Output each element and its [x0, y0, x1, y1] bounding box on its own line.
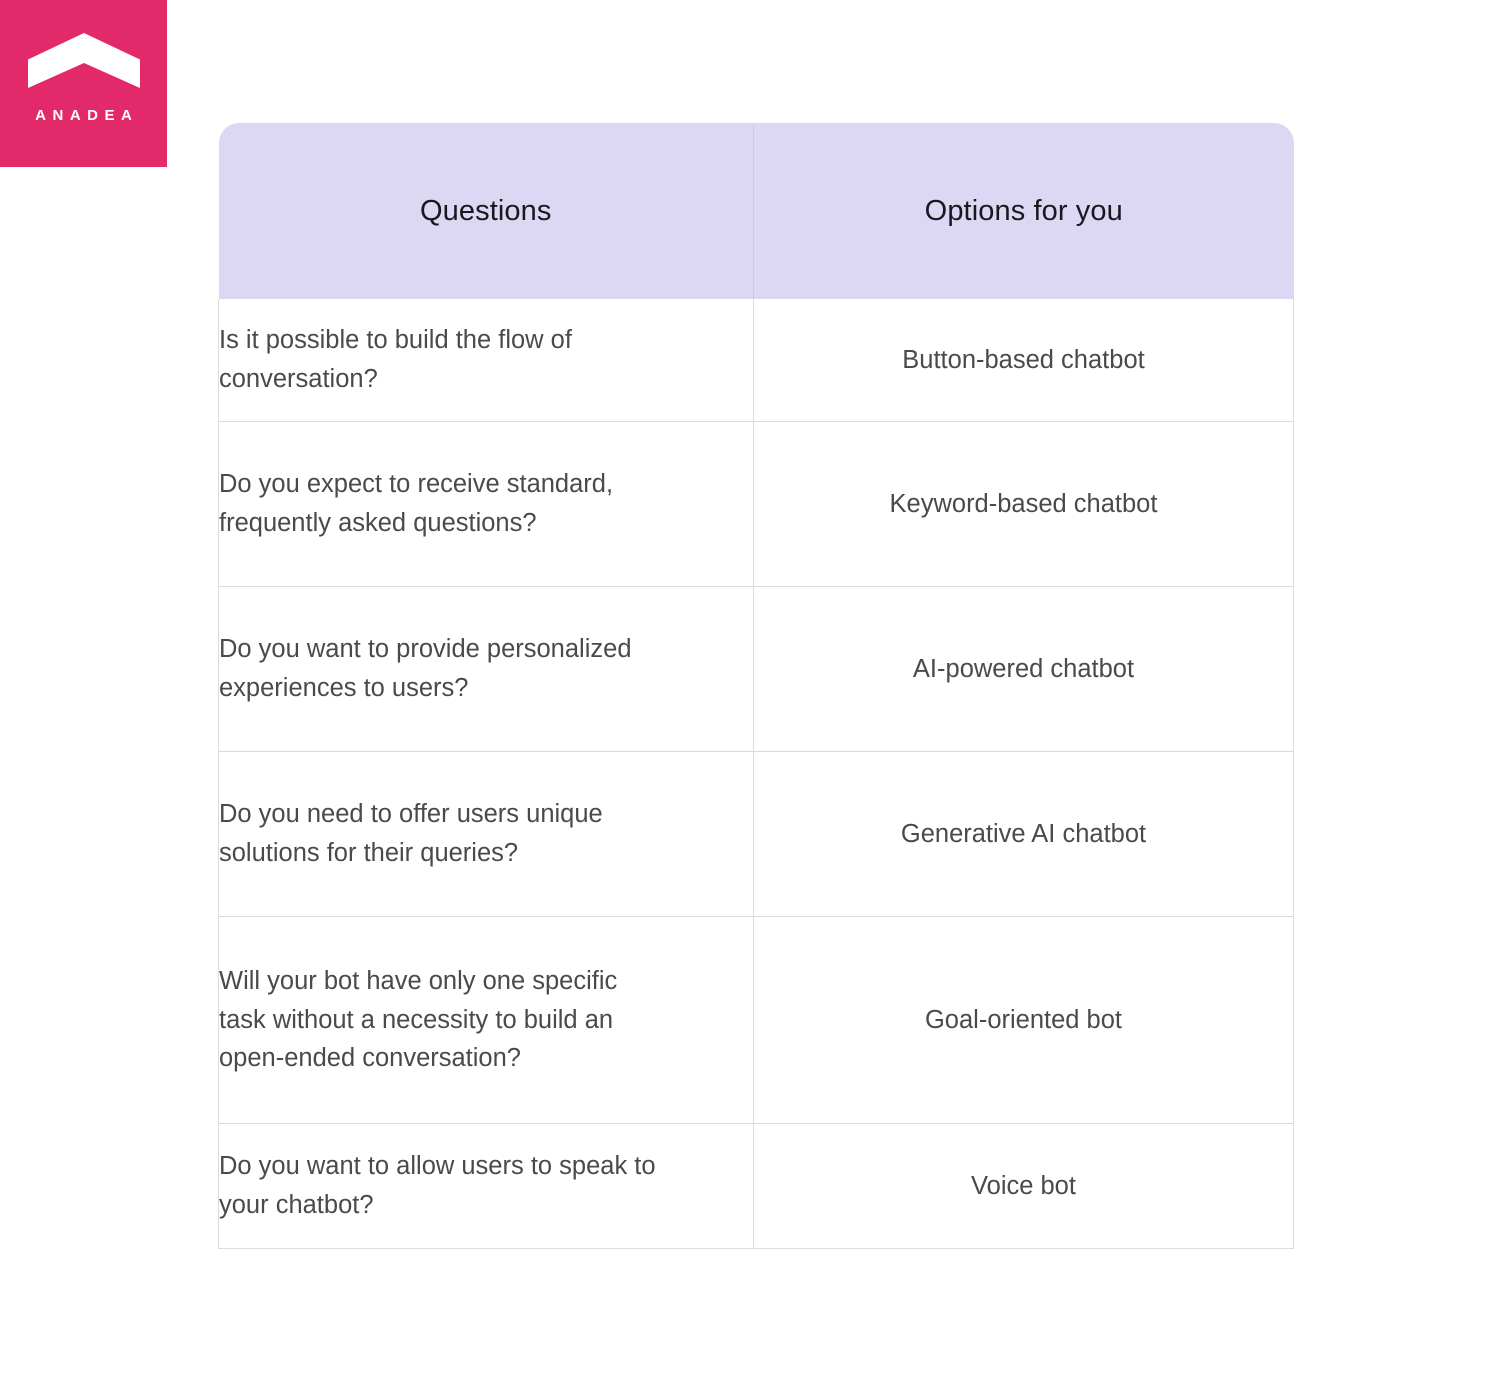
option-text: Button-based chatbot — [902, 345, 1145, 374]
table-row — [219, 587, 1294, 752]
option-cell — [754, 752, 1294, 917]
table-row — [219, 422, 1294, 587]
table-row — [219, 917, 1294, 1124]
option-cell — [754, 299, 1294, 422]
question-cell — [219, 917, 754, 1124]
table-header-row — [219, 123, 1294, 299]
column-header-options: Options for you — [754, 123, 1294, 299]
question-text: Will your bot have only one specific task without a necessity to build an open-ended conversation? — [219, 966, 618, 1073]
option-cell — [754, 917, 1294, 1124]
question-cell — [219, 299, 754, 422]
question-text: Do you want to provide personalized experiences to users? — [219, 635, 632, 702]
option-text: AI-powered chatbot — [912, 654, 1135, 683]
table-row — [219, 752, 1294, 917]
option-text: Generative AI chatbot — [900, 819, 1147, 848]
chatbot-comparison-table — [218, 123, 1294, 1249]
question-text: Is it possible to build the flow of conversation? — [219, 326, 572, 393]
question-cell — [219, 1124, 754, 1249]
option-cell — [754, 587, 1294, 752]
table-header — [219, 123, 1294, 299]
question-cell — [219, 752, 754, 917]
chevron-up-logo-icon — [28, 33, 140, 88]
brand-badge — [0, 0, 167, 167]
question-cell — [219, 587, 754, 752]
column-header-questions: Questions — [219, 123, 754, 299]
question-text: Do you expect to receive standard, frequently asked questions? — [219, 470, 614, 537]
option-cell — [754, 1124, 1294, 1249]
option-text: Goal-oriented bot — [924, 1005, 1123, 1034]
table-body — [219, 299, 1294, 1249]
table-row — [219, 1124, 1294, 1249]
option-cell — [754, 422, 1294, 587]
question-text: Do you need to offer users unique solutions for their queries? — [219, 800, 603, 867]
question-text: Do you want to allow users to speak to your chatbot? — [219, 1152, 656, 1219]
option-text: Keyword-based chatbot — [889, 489, 1158, 518]
question-cell — [219, 422, 754, 587]
option-text: Voice bot — [971, 1171, 1076, 1200]
table-row — [219, 299, 1294, 422]
brand-wordmark: ANADEA — [35, 107, 139, 124]
